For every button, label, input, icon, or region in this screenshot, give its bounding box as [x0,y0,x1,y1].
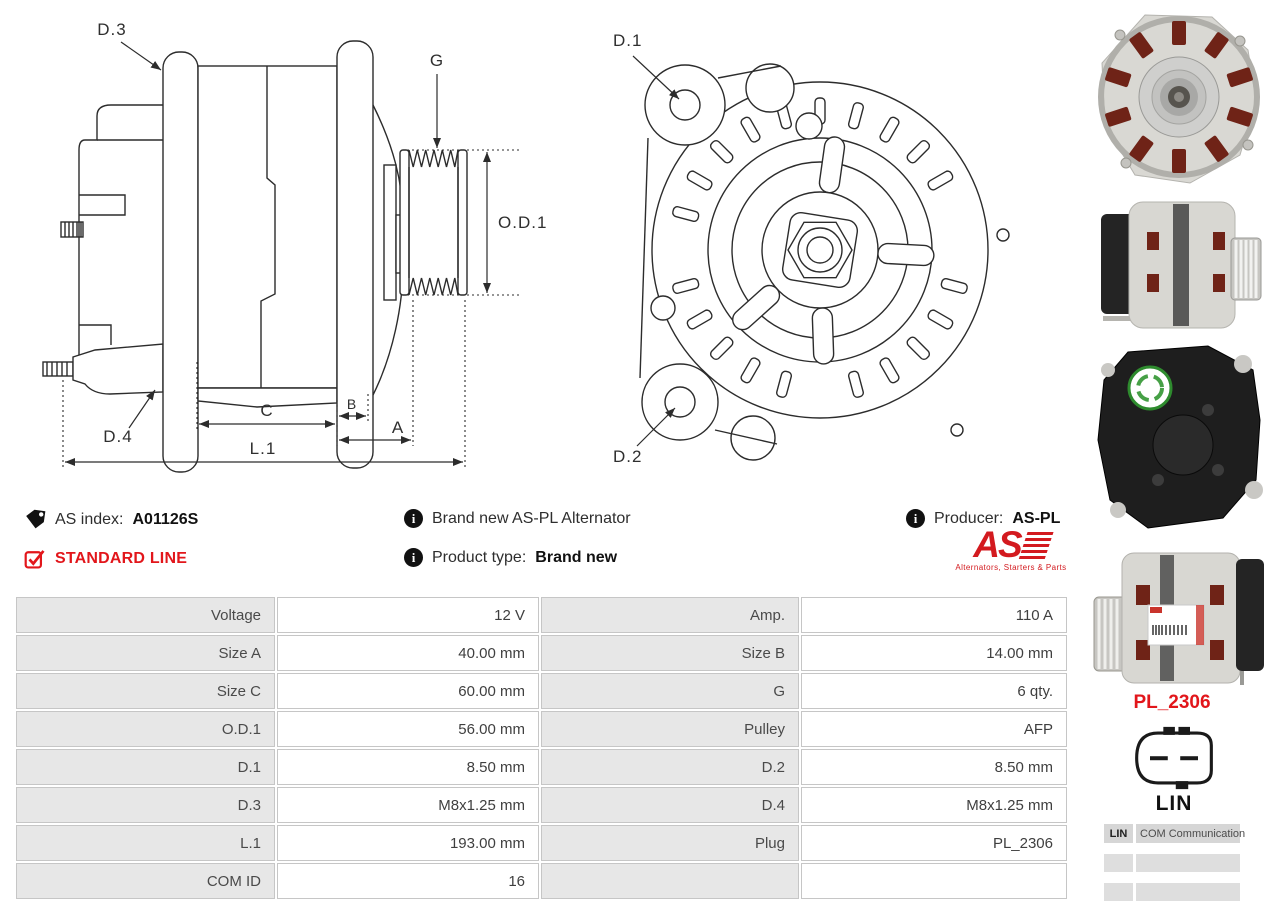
spec-value: 6 qty. [801,673,1067,709]
tab-hole-bottom [951,424,963,436]
tag-icon [24,509,46,531]
as-index [24,509,198,531]
left-plate-edge [640,138,648,378]
spec-value: PL_2306 [801,825,1067,861]
product-photo-rear [1088,340,1268,540]
standard-line-label: STANDARD LINE [55,550,188,567]
info-icon [404,548,423,567]
spec-value: 14.00 mm [801,635,1067,671]
spec-label: D.3 [16,787,275,823]
brand-new-text: Brand new AS-PL Alternator [432,509,631,527]
shaft-nut [781,211,859,289]
spec-label: Size A [16,635,275,671]
spec-value: 56.00 mm [277,711,539,747]
product-photo-side-left [1090,545,1268,690]
spec-value [801,863,1067,899]
spec-value: 40.00 mm [277,635,539,671]
plug-type-label: LIN [1155,792,1193,815]
spec-value: 60.00 mm [277,673,539,709]
product-photo-front [1090,5,1268,193]
label-b: B [346,396,358,412]
brand-new-info [404,509,631,528]
pulley [400,150,467,295]
alternator-front-drawing [585,10,1085,490]
com-empty-cell [1136,883,1240,901]
label-d4: D.4 [103,427,133,446]
spec-value: 193.00 mm [277,825,539,861]
label-d1: D.1 [613,31,643,50]
spec-label: O.D.1 [16,711,275,747]
com-table-row [1104,854,1240,872]
spec-value: M8x1.25 mm [277,787,539,823]
spec-value: 16 [277,863,539,899]
spec-label: Pulley [541,711,799,747]
com-communication-table [1104,824,1246,912]
alternator-side-drawing [15,10,585,490]
product-type-value: Brand new [535,548,618,566]
spec-label: G [541,673,799,709]
plug-code: PL_2306 [1133,692,1211,713]
label-l1: L.1 [249,439,277,458]
spec-label: D.4 [541,787,799,823]
label-d2: D.2 [613,447,643,466]
com-col-communication: COM Communication [1136,824,1240,843]
spec-label: Size B [541,635,799,671]
info-icon [906,509,925,528]
spec-label: COM ID [16,863,275,899]
spec-label: L.1 [16,825,275,861]
spec-label: Plug [541,825,799,861]
com-table-row [1104,883,1240,901]
plug-connector-drawing [1124,726,1224,790]
logo-tagline: Alternators, Starters & Parts [955,563,1067,572]
label-c: C [260,401,274,420]
logo-stripes [1018,532,1053,560]
as-pl-logo [948,524,1074,572]
com-table-header [1104,824,1246,843]
spec-value: 8.50 mm [277,749,539,785]
checkbox-icon [24,548,46,570]
product-photo-side-right [1095,196,1265,334]
producer-label: Producer: [934,509,1004,527]
logo-text: AS [973,524,1021,565]
spec-value: AFP [801,711,1067,747]
as-index-label: AS index: [55,511,124,528]
com-empty-cell [1104,854,1133,872]
label-d3: D.3 [97,20,127,39]
com-empty-cell [1136,854,1240,872]
spec-label: Voltage [16,597,275,633]
tab-hole-right [997,229,1009,241]
spec-label: Amp. [541,597,799,633]
spec-value: M8x1.25 mm [801,787,1067,823]
standard-line [24,548,187,570]
spec-label: D.2 [541,749,799,785]
spec-value: 12 V [277,597,539,633]
product-type-info [404,548,617,567]
rear-bracket-arm [163,52,198,472]
spec-label [541,863,799,899]
com-empty-cell [1104,883,1133,901]
fan-disc [384,165,396,300]
producer-value: AS-PL [1012,509,1061,527]
hole-left-small [651,296,675,320]
rear-cover-outline [79,105,165,368]
hole-d2 [665,387,695,417]
as-index-value: A01126S [132,511,199,528]
spec-table [16,597,1067,899]
hole-top-small [796,113,822,139]
leader-d4 [129,390,155,428]
label-a: A [391,418,405,437]
terminal-stud-bottom [43,344,163,394]
leader-d3 [121,42,161,70]
spec-label: Size C [16,673,275,709]
product-type-label: Product type: [432,548,527,566]
spec-value: 110 A [801,597,1067,633]
spec-label: D.1 [16,749,275,785]
com-col-lin: LIN [1104,824,1133,843]
spec-value: 8.50 mm [801,749,1067,785]
label-od1: O.D.1 [498,213,548,232]
info-icon [404,509,423,528]
label-g: G [429,51,445,70]
